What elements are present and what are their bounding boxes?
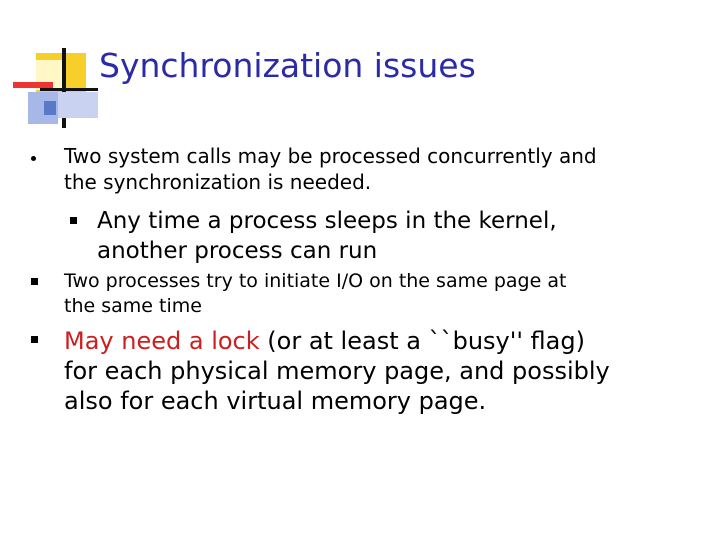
slide-title: Synchronization issues — [99, 46, 476, 85]
slide-logo-icon — [0, 0, 110, 135]
bullet-square-icon — [70, 217, 77, 224]
bullet-3-line1: Two processes try to initiate I/O on the same page at — [64, 270, 567, 292]
bullet-1-line2: the synchronization is needed. — [64, 170, 372, 194]
bullet-1-text — [64, 143, 597, 195]
highlight-text: May need a lock — [64, 327, 260, 355]
bullet-1-line1: Two system calls may be processed concurrently and — [64, 144, 597, 168]
bullet-square-icon — [31, 336, 38, 343]
sub-bullet-line1: Any time a process sleeps in the kernel, — [97, 208, 557, 234]
bullet-3-line2: the same time — [64, 295, 202, 317]
sub-bullet-line2: another process can run — [97, 238, 378, 264]
bullet-4-text — [64, 326, 610, 416]
bullet-4-line3: also for each virtual memory page. — [64, 387, 487, 415]
bullet-3-text — [64, 269, 566, 319]
bullet-4-rest: (or at least a ``busy'' flag) — [259, 327, 585, 355]
bullet-4-line2: for each physical memory page, and possibly — [64, 357, 610, 385]
bullet-square-icon — [31, 278, 38, 285]
sub-bullet-text — [97, 206, 557, 266]
bullet-dot-icon — [31, 156, 36, 161]
bullet-4-line1 — [64, 326, 610, 356]
